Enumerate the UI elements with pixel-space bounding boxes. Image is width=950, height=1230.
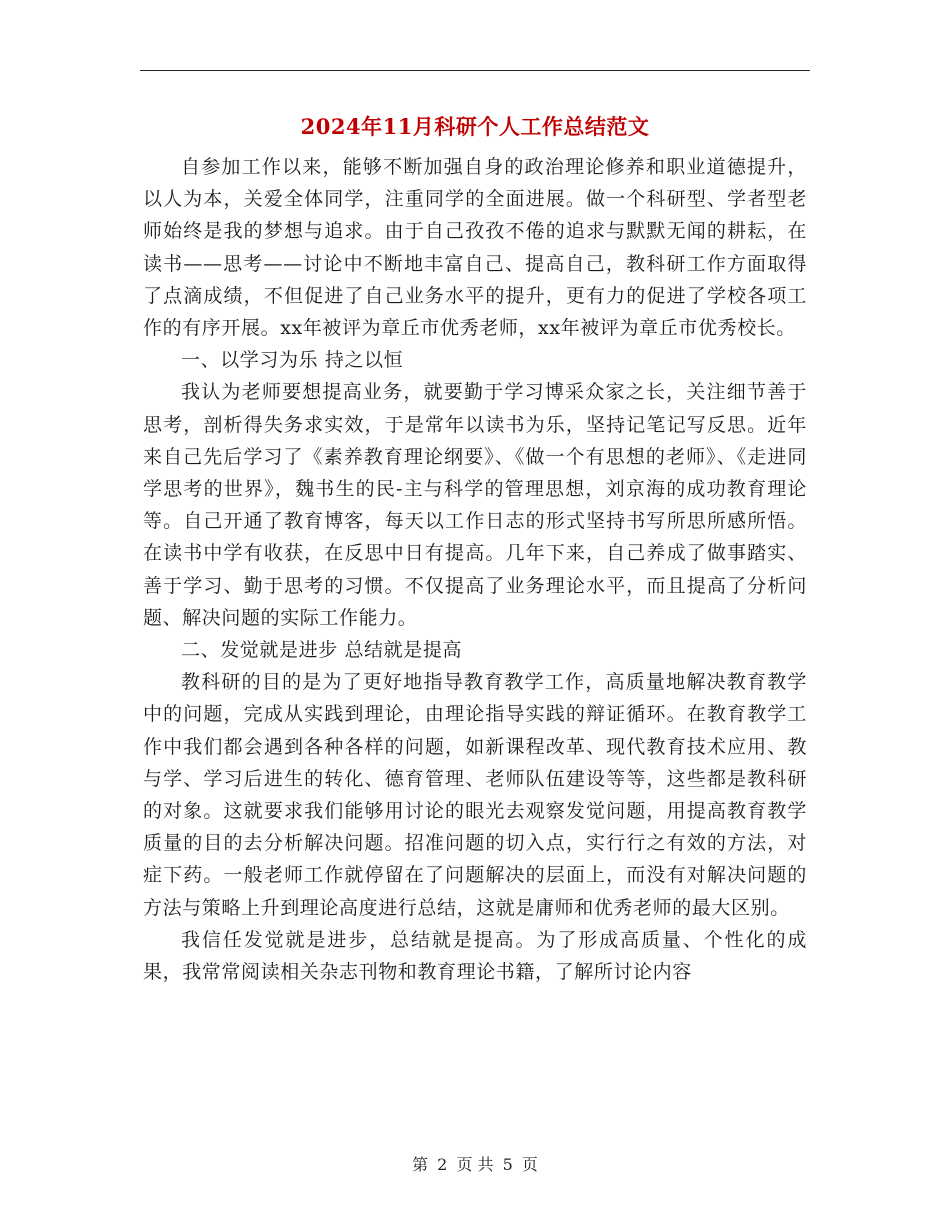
paragraph-section-2-continued: 我信任发觉就是进步，总结就是提高。为了形成高质量、个性化的成果，我常常阅读相关杂志刊物和教育理论书籍，了解所讨论内容: [143, 928, 807, 984]
document-body: [143, 151, 807, 988]
footer-middle: 页 共: [456, 1155, 494, 1174]
paragraph-section-1: 我认为老师要想提高业务，就要勤于学习博采众家之长，关注细节善于思考，剖析得失务求实效，于是常年以读书为乐，坚持记笔记写反思。近年来自己先后学习了《素养教育理论纲要》、《做一个有思想的老师》、《走进同学思考的世界》，魏书生的民-主与科学的管理思想，刘京海的成功教育理论等。自己开通了教育博客，每天以工作日志的形式坚持书写所思所感所悟。在读书中学有收获，在反思中日有提高。几年下来，自己养成了做事踏实、善于学习、勤于思考的习惯。不仅提高了业务理论水平，而且提高了分析问题、解决问题的实际工作能力。: [143, 381, 807, 629]
footer-total-pages: 5: [502, 1155, 513, 1174]
footer-page-number: 2: [437, 1155, 448, 1174]
page-footer: [0, 1153, 950, 1177]
paragraph-section-2: 教科研的目的是为了更好地指导教育教学工作，高质量地解决教育教学中的问题，完成从实践到理论，由理论指导实践的辩证循环。在教育教学工作中我们都会遇到各种各样的问题，如新课程改革、现代教育技术应用、教与学、学习后进生的转化、德育管理、老师队伍建设等等，这些都是教科研的对象。这就要求我们能够用讨论的眼光去观察发觉问题，用提高教育教学质量的目的去分析解决问题。招准问题的切入点，实行行之有效的方法，对症下药。一般老师工作就停留在了问题解决的层面上，而没有对解决问题的方法与策略上升到理论高度进行总结，这就是庸师和优秀老师的最大区别。: [143, 671, 807, 919]
section-heading-2: 二、发觉就是进步 总结就是提高: [181, 639, 463, 662]
paragraph-intro: 自参加工作以来，能够不断加强自身的政治理论修养和职业道德提升，以人为本，关爱全体同学，注重同学的全面进展。做一个科研型、学者型老师始终是我的梦想与追求。由于自己孜孜不倦的追求与默默无闻的耕耘，在读书——思考——讨论中不断地丰富自己、提高自己，教科研工作方面取得了点滴成绩，不但促进了自己业务水平的提升，更有力的促进了学校各项工作的有序开展。xx年被评为章丘市优秀老师，xx年被评为章丘市优秀校长。: [143, 156, 807, 340]
document-title: 2024年11月科研个人工作总结范文: [300, 114, 650, 139]
footer-prefix: 第: [412, 1155, 429, 1174]
section-heading-1: 一、以学习为乐 持之以恒: [181, 349, 404, 372]
header-rule: [140, 70, 810, 71]
footer-suffix: 页: [521, 1155, 538, 1174]
